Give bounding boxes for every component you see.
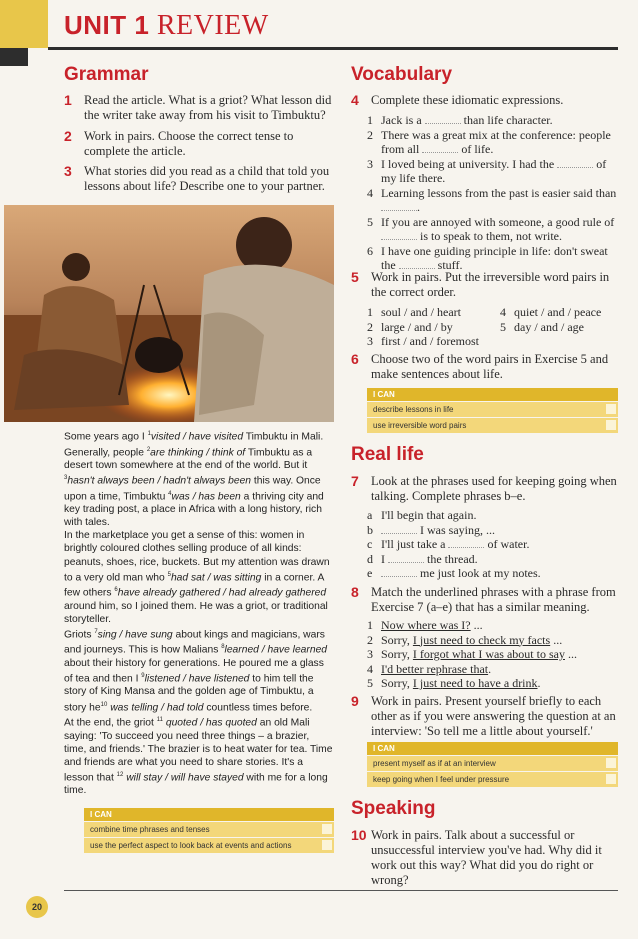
- exercise-8: [351, 585, 618, 615]
- ican-row: [84, 837, 334, 853]
- ican-row: [367, 771, 618, 787]
- list-item: [500, 320, 618, 335]
- list-item: [367, 334, 497, 349]
- item-text: is to speak to them, not write.: [420, 229, 562, 243]
- exercise-text: Read the article. What is a griot? What lesson did the writer take away from his visit to Timbuktu?: [84, 93, 332, 122]
- exercise-number: 5: [351, 269, 359, 285]
- reallife-heading: Real life: [351, 444, 424, 465]
- article-text-run: this way. Once upon a time, Timbuktu: [64, 475, 321, 503]
- checkbox[interactable]: [606, 420, 616, 430]
- underlined-phrase: I'd better rephrase that: [381, 661, 489, 676]
- choice-option: learned / have learned: [224, 644, 328, 656]
- item-text: .: [537, 676, 541, 690]
- item-number: 4: [500, 305, 506, 319]
- article-paragraph: Some years ago I $^1$visited / have visited Timbuktu in Mali. Generally, people $^2$are thinking / think of Timbuktu as a desert town somewhere at the end of the world. But it $^3$hasn't always been / hadn't always been this way. Once upon a time, Timbuktu $^4$was / has been a thriving city and key trading post, a place in Africa with a long history, rich with tales.: [64, 431, 324, 529]
- exercise-text: Match the underlined phrases with a phrase from Exercise 7 (a–e) that has a similar meaning.: [371, 585, 616, 614]
- item-number: 1: [367, 618, 373, 632]
- item-text: me just look at my notes.: [420, 566, 541, 580]
- exercise-10: [351, 828, 618, 888]
- header-rule: [48, 47, 618, 50]
- exercise-4: [351, 93, 618, 108]
- exercise-number: 3: [64, 163, 72, 179]
- item-text: soul / and / heart: [381, 305, 461, 319]
- article-text-run: with me for a long time.: [64, 772, 328, 797]
- article-text-run: At the end, the griot: [64, 717, 157, 729]
- item-text: I: [381, 551, 385, 566]
- ican-row: [367, 755, 618, 771]
- item-text: If you are annoyed with someone, a good rule of: [381, 214, 615, 229]
- list-item: [367, 215, 618, 244]
- exercise-text: Look at the phrases used for keeping going when talking. Complete phrases b–e.: [371, 474, 617, 503]
- item-text: I loved being at university. I had the: [381, 156, 555, 171]
- checkbox[interactable]: [606, 758, 616, 768]
- blank: [425, 114, 461, 124]
- list-item: [367, 523, 618, 538]
- checkbox[interactable]: [322, 824, 332, 834]
- ican-box-reallife: [367, 742, 618, 787]
- pairs-left: [367, 305, 497, 349]
- choice-option: was telling / had told: [110, 702, 204, 713]
- article-text-run: around him, so I joined them. He was a griot, or traditional storyteller.: [64, 600, 328, 625]
- underlined-phrase: Now where was I?: [381, 618, 471, 632]
- item-number: 5: [500, 319, 506, 334]
- item-text: day / and / age: [514, 319, 584, 334]
- item-text: Learning lessons from the past is easier said than: [381, 185, 617, 200]
- list-item: [367, 633, 618, 648]
- pairs-right: [500, 305, 618, 334]
- exercise-2: [64, 129, 334, 159]
- footer-rule: [64, 890, 618, 891]
- list-item: [367, 244, 618, 273]
- item-text: ...: [550, 632, 563, 647]
- ican-row: [84, 821, 334, 837]
- item-number: 4: [367, 185, 373, 200]
- item-letter: b: [367, 522, 373, 537]
- vocabulary-heading: Vocabulary: [351, 64, 453, 85]
- exercise-text: Choose two of the word pairs in Exercise 5 and make sentences about life.: [371, 352, 609, 381]
- unit-label: UNIT 1: [64, 10, 150, 40]
- article-paragraph: In the marketplace you get a sense of this: women in brightly coloured clothes selling produce of all kinds: peanuts, shoes, rice, buckets. But my attention was drawn to a very old man who $^5$had sat / was sitting in a corner. A few others $^6$have already gathered / had already gathered around him, so I joined them. He was a griot, or traditional storyteller.: [64, 530, 330, 625]
- item-letter: a: [367, 508, 373, 522]
- list-item: [367, 552, 618, 567]
- item-number: 2: [367, 319, 373, 334]
- blank: [381, 567, 417, 577]
- ican-row-label: use the perfect aspect to look back at events and actions: [90, 841, 292, 850]
- ican-header: I CAN: [84, 808, 334, 821]
- item-letter: d: [367, 551, 373, 566]
- ican-header: I CAN: [367, 388, 618, 401]
- article-text-run: in a corner. A few others: [64, 572, 324, 599]
- blank: [448, 538, 484, 548]
- exercise-number: 10: [351, 827, 367, 843]
- exercise-number: 7: [351, 473, 359, 489]
- exercise-number: 1: [64, 92, 72, 108]
- article-paragraph: At the end, the griot $^{11}$ quoted / has quoted an old Mali saying: 'To succeed you need three things – a brazier, time, and friends.' The brazier is to heat water for tea. Time and friends are what you need to share stories. It's a lesson that $^{12}$ will stay / will have stayed with me for a long time.: [64, 717, 333, 797]
- checkbox[interactable]: [606, 774, 616, 784]
- article-text-run: Griots: [64, 629, 95, 641]
- item-number: 4: [367, 661, 373, 676]
- list-item: [367, 113, 618, 128]
- checkbox[interactable]: [322, 840, 332, 850]
- corner-tab-yellow: [0, 0, 48, 48]
- blank: [381, 230, 417, 240]
- ican-row-label: use irreversible word pairs: [373, 421, 467, 430]
- exercise-text: Work in pairs. Put the irreversible word pairs in the correct order.: [371, 270, 610, 299]
- article-text-run: Some years ago I: [64, 431, 148, 443]
- underlined-phrase: I just need to check my facts: [412, 632, 551, 647]
- item-text: .: [417, 200, 420, 214]
- exercise-number: 9: [351, 693, 359, 709]
- page-number: 20: [26, 896, 48, 918]
- choice-option: visited / have visited: [150, 431, 244, 443]
- item-number: 3: [367, 647, 373, 661]
- blank: [381, 524, 417, 534]
- item-number: 5: [367, 214, 373, 229]
- article-text-run: Timbuktu as a desert town somewhere at the end of the world. But it: [64, 446, 313, 472]
- exercise-text: What stories did you read as a child that told you lessons about life? Describe one to your partner.: [84, 164, 330, 193]
- item-number: 5: [367, 676, 373, 690]
- item-text: There was a great mix at the conference: people from all: [381, 127, 611, 156]
- item-text: of my life there.: [381, 156, 607, 185]
- ican-row: [367, 401, 618, 417]
- item-text: large / and / by: [381, 319, 453, 334]
- list-item: [367, 508, 618, 523]
- article-text-run: Timbuktu in Mali. Generally, people: [64, 431, 324, 458]
- article-text: [64, 428, 334, 798]
- ican-row-label: combine time phrases and tenses: [90, 825, 210, 834]
- item-number: 2: [367, 127, 373, 142]
- exercise-3: [64, 164, 334, 194]
- list-item: [367, 305, 497, 320]
- page-title: [64, 10, 269, 42]
- item-number: 6: [367, 243, 373, 258]
- item-letter: c: [367, 537, 373, 551]
- vocab-items: [367, 113, 618, 273]
- list-item: [367, 186, 618, 215]
- item-text: quiet / and / peace: [514, 305, 602, 319]
- list-item: [367, 320, 497, 335]
- item-text: ...: [564, 647, 577, 661]
- underlined-phrase: I forgot what I was about to say: [412, 647, 565, 661]
- exercise-number: 6: [351, 351, 359, 367]
- blank: [557, 158, 593, 168]
- article-text-run: In the marketplace you get a sense of this: women in brightly coloured clothes selling produce of all kinds: peanuts, shoes, rice, buckets. But my attention was drawn to a very old man who: [64, 530, 330, 584]
- choice-option: have already gathered / had already gathered: [117, 587, 327, 599]
- item-letter: e: [367, 566, 373, 580]
- reallife-items: [367, 508, 618, 581]
- choice-option: sing / have sung: [97, 629, 173, 641]
- ican-box-grammar: [84, 808, 334, 853]
- exercise-9: [351, 694, 618, 739]
- item-number: 3: [367, 156, 373, 171]
- grammar-heading: Grammar: [64, 64, 149, 85]
- exercise-text: Complete these idiomatic expressions.: [371, 93, 564, 107]
- article-text-run: about kings and magicians, wars and journeys. This is how Malians: [64, 629, 325, 656]
- blank: [388, 553, 424, 563]
- item-number: 3: [367, 334, 373, 348]
- choice-option: are thinking / think of: [150, 446, 246, 458]
- article-text-run: to him tell the story of King Mansa and the golden age of Timbuktu, a story he: [64, 673, 314, 713]
- exercise-6: [351, 352, 618, 382]
- item-text: first / and / foremost: [381, 334, 479, 348]
- pairs-list: [367, 305, 497, 349]
- list-item: [367, 128, 618, 157]
- item-text: I'll just take a: [381, 537, 446, 551]
- blank: [422, 143, 458, 153]
- blank: [399, 259, 435, 269]
- item-text: Sorry,: [381, 647, 413, 661]
- list-item: [367, 157, 618, 186]
- ican-row-label: describe lessons in life: [373, 405, 454, 414]
- exercise-text: Work in pairs. Talk about a successful or unsuccessful interview you've had. Why did it work out this way? What did you do right or wrong?: [371, 828, 602, 887]
- exercise-1: [64, 93, 334, 123]
- choice-option: quoted / has quoted: [165, 717, 257, 729]
- list-item: [367, 662, 618, 677]
- list-item: [367, 618, 618, 633]
- item-number: 1: [367, 113, 373, 127]
- article-text-run: a thriving city and key trading post, a place in Africa with a long history, rich with tales.: [64, 491, 324, 529]
- item-text: of life.: [461, 142, 494, 156]
- list-item: [367, 566, 618, 581]
- item-text: ...: [470, 618, 483, 632]
- item-text: I'll begin that again.: [381, 508, 477, 522]
- article-paragraph: Griots $^7$sing / have sung about kings and magicians, wars and journeys. This is how Malians $^8$learned / have learned about their history for generations. He poured me a glass of tea and then I $^9$listened / have listened to him tell the story of King Mansa and the golden age of Timbuktu, a story $he^{10}$ was telling / had told countless times before.: [64, 628, 328, 713]
- ican-header: I CAN: [367, 742, 618, 755]
- blank: [381, 201, 417, 211]
- choice-option: will stay / will have stayed: [126, 772, 244, 784]
- item-text: I have one guiding principle in life: don't sweat the: [381, 243, 608, 272]
- corner-tab-dark: [0, 48, 28, 66]
- item-number: 2: [367, 632, 373, 647]
- item-text: Jack is a: [381, 113, 422, 127]
- item-text: of water.: [487, 537, 530, 551]
- pairs-list: [500, 305, 618, 334]
- exercise-text: Work in pairs. Choose the correct tense to complete the article.: [84, 129, 294, 158]
- underlined-phrase: I just need to have a drink: [412, 676, 538, 690]
- match-items: [367, 618, 618, 691]
- checkbox[interactable]: [606, 404, 616, 414]
- choice-option: had sat / was sitting: [170, 572, 262, 584]
- ican-row-label: present myself as if at an interview: [373, 759, 496, 768]
- speaking-heading: Speaking: [351, 798, 436, 819]
- item-text: than life character.: [463, 113, 553, 127]
- choice-option: listened / have listened: [144, 673, 250, 685]
- article-text-run: countless times before.: [203, 702, 313, 713]
- ican-row: [367, 417, 618, 433]
- exercise-5: [351, 270, 618, 300]
- item-text: Sorry,: [381, 676, 413, 690]
- item-text: Sorry,: [381, 632, 413, 647]
- list-item: [367, 647, 618, 662]
- exercise-number: 2: [64, 128, 72, 144]
- item-text: .: [488, 661, 492, 676]
- list-item: [367, 537, 618, 552]
- ican-box-vocabulary: [367, 388, 618, 433]
- choice-option: hasn't always been / hadn't always been: [67, 475, 252, 487]
- exercise-number: 8: [351, 584, 359, 600]
- list-item: [500, 305, 618, 320]
- item-text: I was saying, ...: [420, 522, 495, 537]
- exercise-text: Work in pairs. Present yourself briefly to each other as if you were answering the question at an interview: 'So tell me a little about yourself.': [371, 694, 616, 738]
- title-label: REVIEW: [156, 10, 269, 41]
- item-text: the thread.: [427, 551, 478, 566]
- ican-row-label: keep going when I feel under pressure: [373, 775, 510, 784]
- item-text: stuff.: [437, 258, 463, 272]
- exercise-number: 4: [351, 92, 359, 108]
- article-text-run: an old Mali saying: 'To succeed you need three things – a brazier, time, and friends.' The brazier is to heat water for tea. Time and friends are what you need to share stories. It's a lesson that: [64, 717, 333, 784]
- exercise-7: [351, 474, 618, 504]
- choice-option: was / has been: [171, 491, 241, 503]
- photo-illustration: [4, 205, 334, 422]
- photo-griot-campfire: [4, 205, 334, 422]
- list-item: [367, 676, 618, 691]
- item-number: 1: [367, 305, 373, 319]
- article-text-run: about their history for generations. He poured me a glass of tea and then I: [64, 657, 324, 685]
